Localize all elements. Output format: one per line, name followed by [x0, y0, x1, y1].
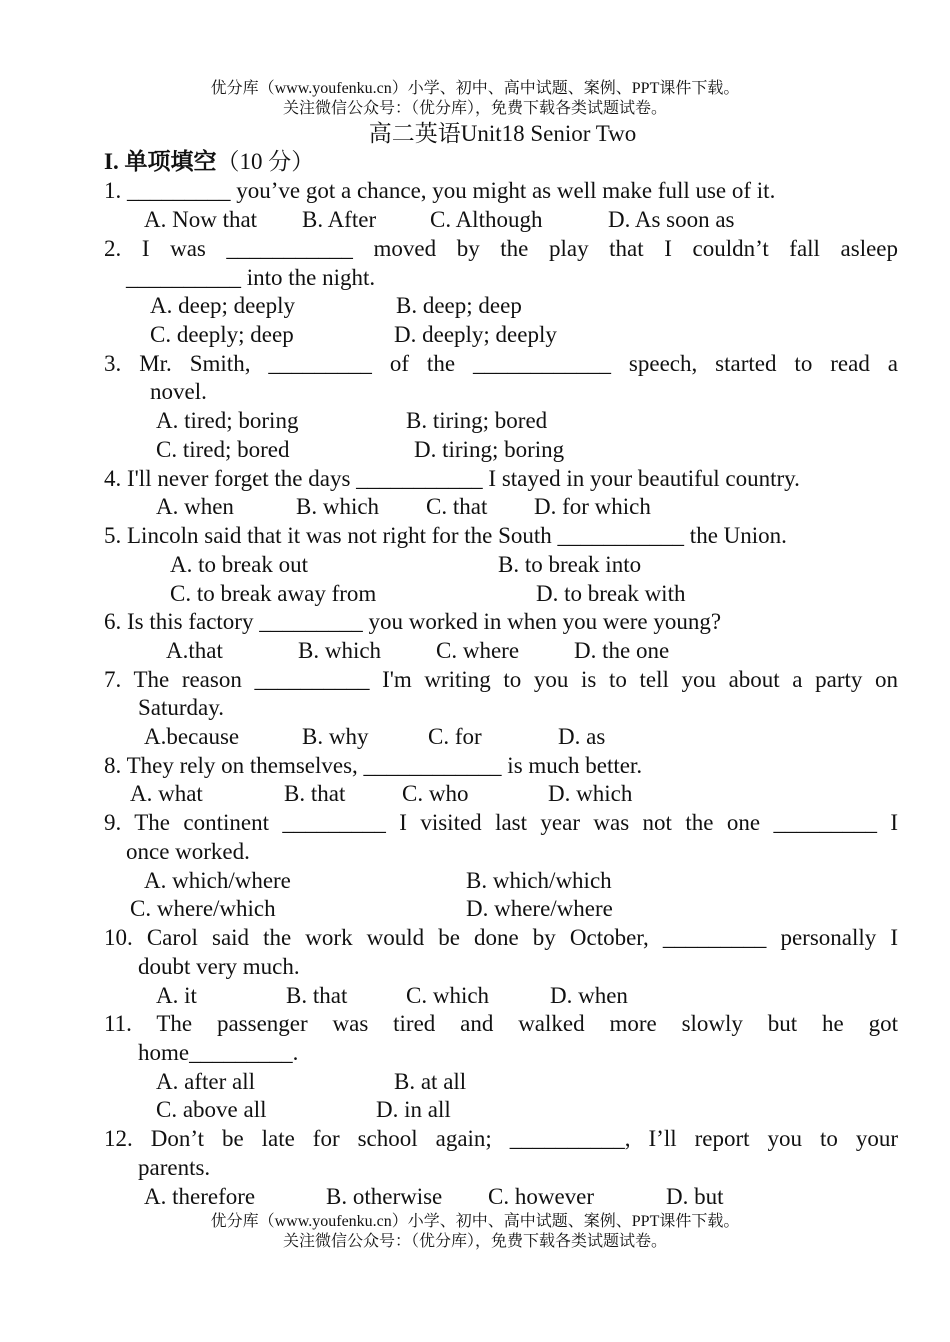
question-9-option-d: D. where/where [466, 896, 613, 921]
question-4-option-b: B. which [296, 494, 380, 519]
question-5-option-b: B. to break into [498, 552, 642, 577]
section-heading [104, 148, 314, 176]
question-3-option-b: B. tiring; bored [406, 408, 548, 433]
question-11-line-1: 11. The passenger was tired and walked more slowly but he got [104, 1011, 898, 1036]
question-8-option-c: C. who [402, 781, 469, 806]
section-label: I. 单项填空 [104, 149, 217, 174]
question-11-option-b: B. at all [394, 1069, 467, 1094]
question-3-option-c: C. tired; bored [156, 437, 290, 462]
question-1-option-b: B. After [302, 207, 377, 232]
question-10-option-a: A. it [156, 983, 197, 1008]
question-7-option-b: B. why [302, 724, 369, 749]
question-12-line-1: 12. Don’t be late for school again; __________, I’ll report you to your [104, 1126, 898, 1151]
question-2-option-a: A. deep; deeply [150, 293, 295, 318]
question-9-line-2: once worked. [126, 839, 250, 864]
question-10-option-b: B. that [286, 983, 348, 1008]
question-2-option-d: D. deeply; deeply [394, 322, 557, 347]
header-line-1: 优分库（www.youfenku.cn）小学、初中、高中试题、案例、PPT课件下载。 [210, 80, 740, 97]
question-7-line-2: Saturday. [138, 695, 225, 720]
question-5-option-c: C. to break away from [170, 581, 377, 606]
question-10-option-d: D. when [550, 983, 628, 1008]
question-8-option-a: A. what [130, 781, 203, 806]
question-2-option-c: C. deeply; deep [150, 322, 294, 347]
question-11-line-2: home_________. [138, 1040, 299, 1065]
question-9-option-c: C. where/which [130, 896, 276, 921]
question-6-option-c: C. where [436, 638, 520, 663]
question-10-line-2: doubt very much. [138, 954, 300, 979]
question-4-line-1: 4. I'll never forget the days ___________ I stayed in your beautiful country. [104, 466, 800, 491]
question-2-line-1: 2. I was ___________ moved by the play that I couldn’t fall asleep [104, 236, 898, 261]
question-6-option-d: D. the one [574, 638, 670, 663]
question-5-option-a: A. to break out [170, 552, 308, 577]
question-10-line-1: 10. Carol said the work would be done by October, _________ personally I [104, 925, 898, 950]
question-6-option-b: B. which [298, 638, 382, 663]
question-6-line-1: 6. Is this factory _________ you worked in when you were young? [104, 609, 722, 634]
question-3-line-1: 3. Mr. Smith, _________ of the ____________ speech, started to read a [104, 351, 898, 376]
question-3-option-d: D. tiring; boring [414, 437, 565, 462]
question-8-option-d: D. which [548, 781, 633, 806]
question-1-line-1: 1. _________ you’ve got a chance, you might as well make full use of it. [104, 178, 776, 203]
question-7-option-c: C. for [428, 724, 482, 749]
question-9-option-a: A. which/where [144, 868, 291, 893]
question-11-option-d: D. in all [376, 1097, 451, 1122]
question-5-line-1: 5. Lincoln said that it was not right for the South ___________ the Union. [104, 523, 787, 548]
question-12-option-a: A. therefore [144, 1184, 256, 1209]
question-12-option-b: B. otherwise [326, 1184, 443, 1209]
question-5-option-d: D. to break with [536, 581, 686, 606]
question-4-option-a: A. when [156, 494, 234, 519]
header-line-2: 关注微信公众号：（优分库），免费下载各类试题试卷。 [282, 100, 667, 117]
question-6-option-a: A.that [166, 638, 223, 663]
question-8-line-1: 8. They rely on themselves, ____________ is much better. [104, 753, 643, 778]
question-4-option-c: C. that [426, 494, 488, 519]
question-12-option-d: D. but [666, 1184, 724, 1209]
question-2-option-b: B. deep; deep [396, 293, 522, 318]
section-points: （10 分） [216, 149, 315, 174]
question-2-line-2: __________ into the night. [126, 265, 376, 290]
question-11-option-c: C. above all [156, 1097, 267, 1122]
question-11-option-a: A. after all [156, 1069, 255, 1094]
question-1-option-a: A. Now that [144, 207, 258, 232]
question-12-option-c: C. however [488, 1184, 595, 1209]
question-7-line-1: 7. The reason __________ I'm writing to you is to tell you about a party on [104, 667, 898, 692]
question-4-option-d: D. for which [534, 494, 651, 519]
question-9-line-1: 9. The continent _________ I visited last year was not the one _________ I [104, 810, 898, 835]
question-9-option-b: B. which/which [466, 868, 612, 893]
question-12-line-2: parents. [138, 1155, 211, 1180]
question-1-option-d: D. As soon as [608, 207, 735, 232]
footer-line-2: 关注微信公众号：（优分库），免费下载各类试题试卷。 [282, 1233, 667, 1250]
question-3-option-a: A. tired; boring [156, 408, 299, 433]
question-1-option-c: C. Although [430, 207, 543, 232]
page-title: 高二英语Unit18 Senior Two [368, 121, 637, 146]
question-7-option-a: A.because [144, 724, 240, 749]
footer-line-1: 优分库（www.youfenku.cn）小学、初中、高中试题、案例、PPT课件下载。 [210, 1213, 740, 1230]
question-7-option-d: D. as [558, 724, 606, 749]
question-10-option-c: C. which [406, 983, 490, 1008]
question-8-option-b: B. that [284, 781, 346, 806]
question-3-line-2: novel. [150, 379, 207, 404]
